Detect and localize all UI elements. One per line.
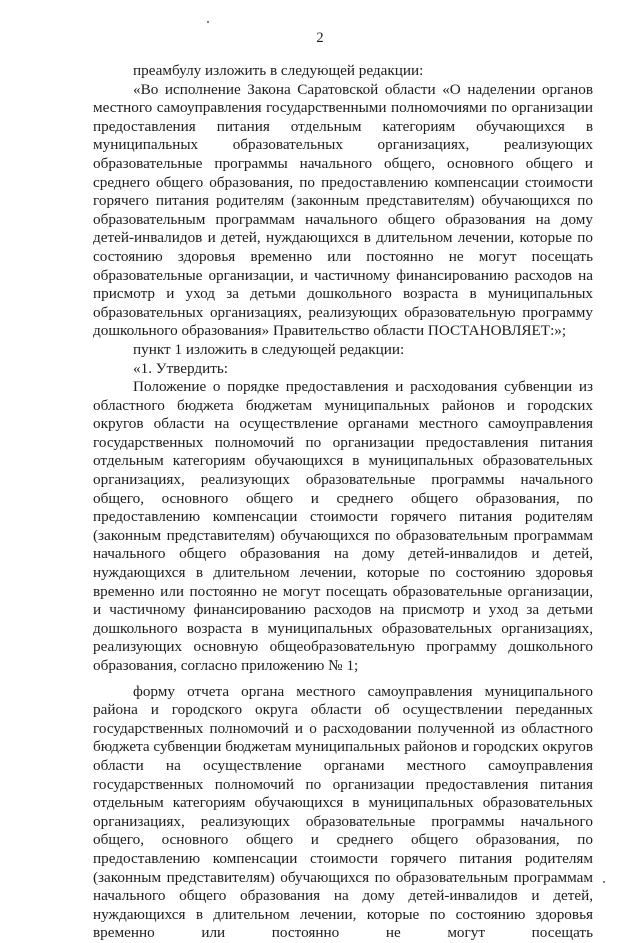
paragraph-preamble-text: «Во исполнение Закона Саратовской области «О наделении органов местного самоуправления государственными полномочиями по организации предоставления питания отдельным категориям обучающихся в муниципальных образовательных организациях, реализующих образовательные программы начального общего, основного общего и среднего общего образования, по предоставлению компенсации стоимости горячего питания родителям (законным представителям) обучающихся по образовательным программам начального общего образования на дому детей-инвалидов и детей, нуждающихся в длительном лечении, которые по состоянию здоровья временно или постоянно не могут посещать образовательные организации, и частичному финансированию расходов на присмотр и уход за детьми дошкольного возраста в муниципальных образовательных организациях, реализующих образовательную программу дошкольного образования» Правительство области ПОСТАНОВЛЯЕТ:»; — [93, 80, 593, 340]
document-body — [93, 62, 593, 943]
scan-speck — [603, 881, 605, 883]
page-number: 2 — [316, 30, 324, 46]
paragraph-regulation: Положение о порядке предоставления и расходования субвенции из областного бюджета бюджетам муниципальных районов и городских округов области на осуществление органами местного самоуправления государственных полномочий по организации предоставления питания отдельным категориям обучающихся в муниципальных образовательных организациях, реализующих образовательные программы начального общего, основного общего и среднего общего образования, по предоставлению компенсации стоимости горячего питания родителям (законным представителям) обучающихся по образовательным программам начального общего образования на дому детей-инвалидов и детей, нуждающихся в длительном лечении, которые по состоянию здоровья временно или постоянно не могут посещать образовательные организации, и частичному финансированию расходов на присмотр и уход за детьми дошкольного возраста в муниципальных образовательных организациях, реализующих основную общеобразовательную программу дошкольного образования, согласно приложению № 1; — [93, 378, 593, 674]
paragraph-approve: «1. Утвердить: — [133, 359, 229, 377]
scan-speck — [207, 21, 209, 23]
paragraph-report-form: форму отчета органа местного самоуправления муниципального района и городского округа области об осуществлении переданных государственных полномочий и о расходовании полученной из областного бюджета субвенции бюджетам муниципальных районов и городских округов области на осуществление органами местного самоуправления государственных полномочий по организации предоставления питания отдельным категориям обучающихся в муниципальных образовательных организациях, реализующих образовательные программы начального общего, основного общего и среднего общего образования, по предоставлению компенсации стоимости горячего питания родителям (законным представителям) обучающихся по образовательным программам начального общего образования на дому детей-инвалидов и детей, нуждающихся в длительном лечении, которые по состоянию здоровья временно или постоянно не могут посещать — [93, 682, 593, 942]
paragraph-preamble-instruction: преамбулу изложить в следующей редакции: — [133, 62, 424, 79]
paragraph-item1-instruction: пункт 1 изложить в следующей редакции: — [133, 340, 405, 358]
